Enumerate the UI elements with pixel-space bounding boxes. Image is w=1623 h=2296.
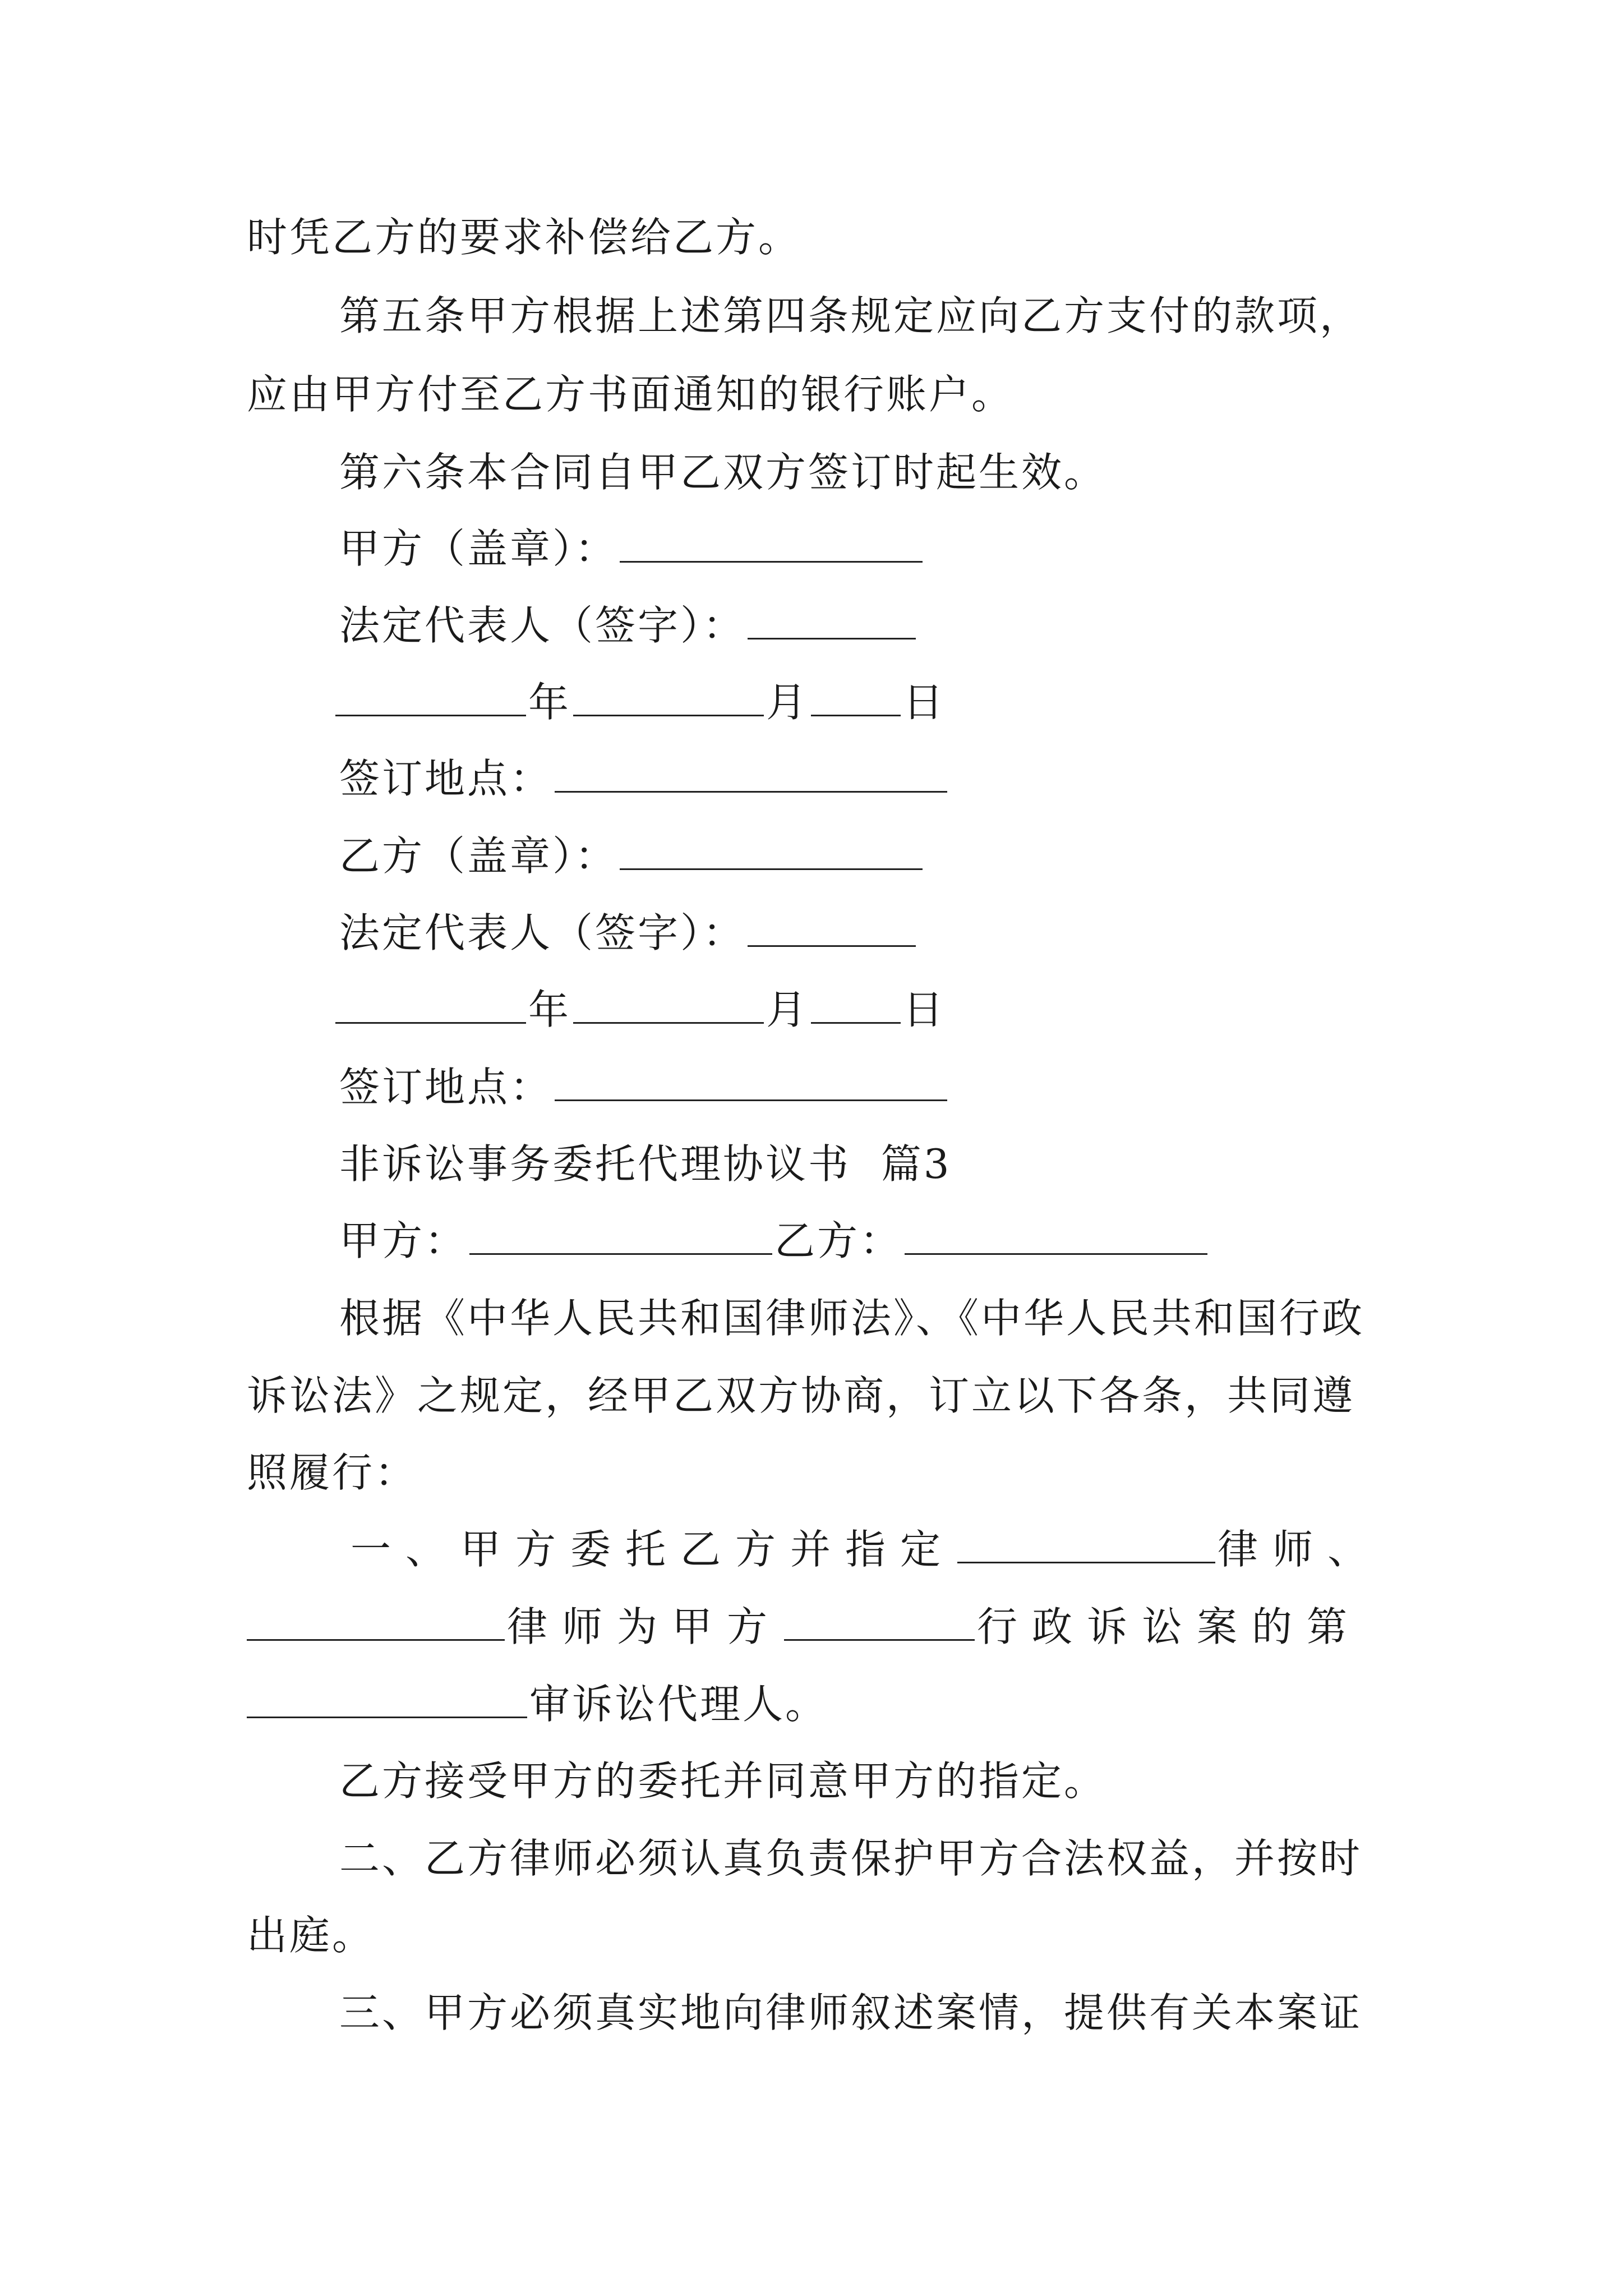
- text-line: [339, 1833, 1623, 1884]
- section-heading: [339, 1139, 1623, 1189]
- party-b-label: 乙方：: [774, 1217, 903, 1264]
- legal-rep-b-label: 法定代表人（签字）：: [339, 909, 746, 956]
- text-line: [339, 1756, 1623, 1806]
- year-label: 年: [528, 986, 571, 1033]
- paragraph-text: 第六条本合同自甲乙双方签订时起生效。: [339, 449, 1107, 496]
- signature-line: [339, 1062, 1623, 1112]
- place-a-label: 签订地点：: [339, 755, 553, 802]
- paragraph-text: 一、甲方委托乙方并指定: [351, 1526, 956, 1573]
- party-a-label: 甲方：: [339, 1217, 468, 1264]
- case-party-blank: [784, 1605, 975, 1641]
- month-blank: [573, 988, 764, 1024]
- year-blank: [335, 681, 526, 716]
- party-b-seal-label: 乙方（盖章）：: [339, 832, 618, 880]
- date-line: [335, 984, 1623, 1035]
- paragraph-text: 照履行：: [247, 1449, 418, 1496]
- day-blank: [811, 681, 901, 716]
- text-line: [339, 1293, 1623, 1343]
- paragraph-text: 时凭乙方的要求补偿给乙方。: [247, 214, 801, 261]
- paragraph-text: 出庭。: [247, 1912, 375, 1959]
- paragraph-text: 诉讼法》之规定，经甲乙双方协商，订立以下各条，共同遵: [247, 1372, 1355, 1419]
- text-line: [247, 369, 1623, 420]
- month-blank: [573, 681, 764, 716]
- signature-line: [339, 831, 1623, 881]
- party-a-seal-blank: [620, 527, 923, 563]
- party-a-seal-label: 甲方（盖章）：: [339, 525, 618, 572]
- place-b-blank: [555, 1066, 947, 1101]
- signature-line: [339, 753, 1623, 804]
- day-blank: [811, 988, 901, 1024]
- lawyer-2-blank: [247, 1605, 505, 1641]
- legal-rep-b-blank: [748, 912, 916, 947]
- month-label: 月: [766, 986, 809, 1033]
- parties-line: [339, 1216, 1623, 1266]
- year-label: 年: [528, 679, 571, 726]
- text-line: [247, 1910, 1623, 1961]
- place-a-blank: [555, 757, 947, 793]
- paragraph-text: 审诉讼代理人。: [529, 1681, 828, 1728]
- legal-rep-a-blank: [748, 604, 916, 639]
- paragraph-text: 行政诉讼案的第: [977, 1603, 1362, 1650]
- paragraph-text: 二、乙方律师必须认真负责保护甲方合法权益，并按时: [339, 1835, 1363, 1882]
- paragraph-text: 律师、: [1218, 1526, 1383, 1573]
- legal-rep-a-label: 法定代表人（签字）：: [339, 602, 746, 649]
- year-blank: [335, 988, 526, 1024]
- text-line: [247, 1602, 1623, 1652]
- day-label: 日: [903, 679, 946, 726]
- paragraph-text: 根据《中华人民共和国律师法》、《中华人民共和国行政: [339, 1295, 1365, 1342]
- paragraph-text: 律师为甲方: [507, 1603, 782, 1650]
- text-line: [339, 291, 1623, 341]
- text-line: [247, 1370, 1623, 1421]
- party-b-seal-blank: [620, 835, 923, 870]
- paragraph-text: 应由甲方付至乙方书面通知的银行账户。: [247, 371, 1015, 418]
- signature-line: [339, 600, 1623, 651]
- instance-blank: [247, 1683, 527, 1718]
- heading-text: 非诉讼事务委托代理协议书 篇3: [339, 1140, 952, 1188]
- party-a-blank: [469, 1220, 772, 1255]
- paragraph-text: 第五条甲方根据上述第四条规定应向乙方支付的款项，: [339, 292, 1363, 339]
- signature-line: [339, 523, 1623, 574]
- month-label: 月: [766, 679, 809, 726]
- text-line: [339, 447, 1623, 498]
- text-line: [339, 1987, 1623, 2038]
- lawyer-1-blank: [957, 1528, 1215, 1563]
- text-line: [351, 1524, 1623, 1575]
- signature-line: [339, 908, 1623, 958]
- day-label: 日: [903, 986, 946, 1033]
- party-b-blank: [905, 1220, 1207, 1255]
- date-line: [335, 677, 1623, 728]
- text-line: [247, 212, 1623, 263]
- text-line: [247, 1447, 1623, 1498]
- paragraph-text: 乙方接受甲方的委托并同意甲方的指定。: [339, 1757, 1107, 1805]
- place-b-label: 签订地点：: [339, 1064, 553, 1111]
- text-line: [247, 1679, 1623, 1729]
- paragraph-text: 三、甲方必须真实地向律师叙述案情，提供有关本案证: [339, 1989, 1363, 2036]
